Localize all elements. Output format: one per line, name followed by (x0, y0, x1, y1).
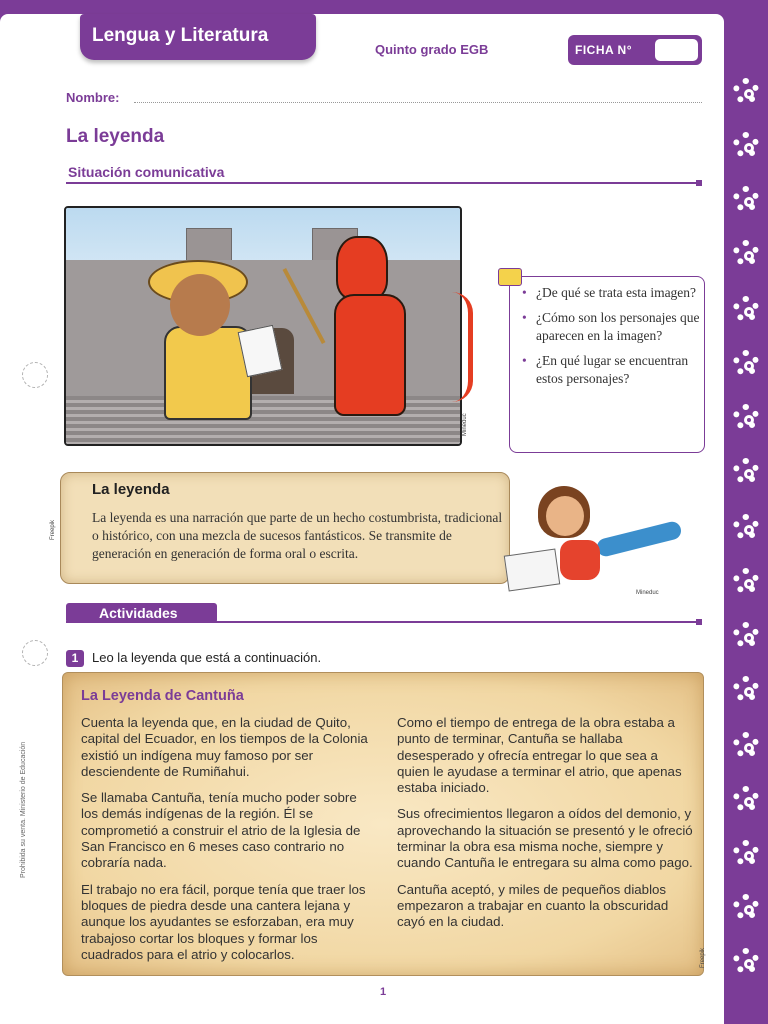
questions-list (520, 284, 704, 395)
gear-icon (733, 132, 759, 158)
activity-number: 1 (66, 650, 84, 667)
definition-text: La leyenda es una narración que parte de un hecho costumbrista, tradicional o histórico, con una mezcla de sucesos fantásticos. Se transmite de generación en generación de forma oral o escrita. (92, 510, 503, 561)
cantuna-head (170, 274, 230, 336)
question-item: • ¿Cómo son los personajes que aparecen en la imagen? (520, 309, 704, 345)
gear-icon (733, 948, 759, 974)
devil-body (334, 294, 406, 416)
grade-label: Quinto grado EGB (375, 42, 489, 57)
definition-title: La leyenda (92, 481, 170, 498)
devil-tail (452, 292, 473, 402)
page-title: La leyenda (66, 126, 165, 147)
freepik-credit: Freepik (50, 519, 56, 540)
subject-tab (80, 14, 316, 60)
gear-icon (733, 568, 759, 594)
gear-icon (733, 404, 759, 430)
binder-hole (22, 640, 48, 666)
side-note: Prohibida su venta. Ministerio de Educación (20, 741, 27, 878)
story-title: La Leyenda de Cantuña (81, 688, 244, 704)
story-paragraph: Como el tiempo de entrega de la obra estaba a punto de terminar, Cantuña se hallaba desesperado y ofrecía entregar lo que sea a quien le ayudase a terminar el atrio, que apenas estaba iniciado. (397, 715, 682, 796)
gear-icon (733, 78, 759, 104)
gear-icon (733, 676, 759, 702)
gear-icon (733, 840, 759, 866)
story-paragraph: Se llamaba Cantuña, tenía mucho poder sobre los demás indígenas de la región. Él se comprometió a construir el atrio de la Iglesia de San Francisco en 6 meses caso contrario no cobraría nada. (81, 790, 361, 871)
reading-girl-legs (595, 520, 683, 558)
story-column-left (81, 715, 377, 973)
gear-icon (733, 732, 759, 758)
reading-girl-face (546, 496, 584, 536)
ficha-number-field[interactable] (655, 39, 698, 61)
open-book-icon (504, 549, 561, 592)
ficha-badge (568, 35, 702, 65)
story-column-right (397, 715, 693, 941)
reading-girl-body (560, 540, 600, 580)
story-paragraph: Cantuña aceptó, y miles de pequeños diablos empezaron a trabajar en cuanto la obscuridad cayó en la ciudad. (397, 881, 669, 930)
activities-tab (66, 603, 217, 623)
page-number: 1 (380, 986, 387, 998)
nombre-field[interactable] (134, 102, 702, 103)
binder-hole (22, 362, 48, 388)
activities-label: Actividades (99, 605, 178, 621)
speech-bubble-icon (498, 268, 522, 286)
gear-icon (733, 786, 759, 812)
story-paragraph: Sus ofrecimientos llegaron a oídos del demonio, y aprovechando la situación se presentó y le ofreció terminar la obra esa misma noche, siempre y cuando Cantuña le entregara su alma como pago. (397, 806, 693, 871)
illustration-credit: Mineduc (462, 413, 468, 436)
gear-icon (733, 894, 759, 920)
section-title: Situación comunicativa (68, 164, 225, 180)
gear-icon (733, 622, 759, 648)
gear-icon (733, 240, 759, 266)
story-paragraph: Cuenta la leyenda que, en la ciudad de Quito, capital del Ecuador, en los tiempos de la Colonia existió un indígena muy famoso por ser desciendente de Rumiñahui. (81, 715, 368, 779)
subject-title: Lengua y Literatura (92, 25, 269, 46)
ficha-label: FICHA N° (575, 43, 633, 57)
gear-icon (733, 514, 759, 540)
gear-icon (733, 296, 759, 322)
gear-icon (733, 186, 759, 212)
activity-instruction: Leo la leyenda que está a continuación. (92, 650, 322, 665)
story-paragraph: El trabajo no era fácil, porque tenía que traer los bloques de piedra desde una cantera lejana y aunque los ayudantes se esforzaban, era muy trabajoso cortar los bloques y formar los cuadrados para el atrio y colocarlos. (81, 881, 366, 962)
gear-icon (733, 350, 759, 376)
gear-border (724, 0, 768, 1024)
question-item: • ¿En qué lugar se encuentran estos personajes? (520, 352, 704, 388)
gear-icon (733, 458, 759, 484)
freepik-credit: Freepik (700, 947, 706, 968)
cantuna-illustration (64, 206, 462, 446)
devil-head (336, 236, 388, 300)
activities-divider (66, 621, 698, 623)
illustration-credit: Mineduc (636, 590, 659, 596)
section-divider (66, 182, 698, 184)
question-item: • ¿De qué se trata esta imagen? (520, 284, 704, 302)
nombre-label: Nombre: (66, 90, 120, 105)
